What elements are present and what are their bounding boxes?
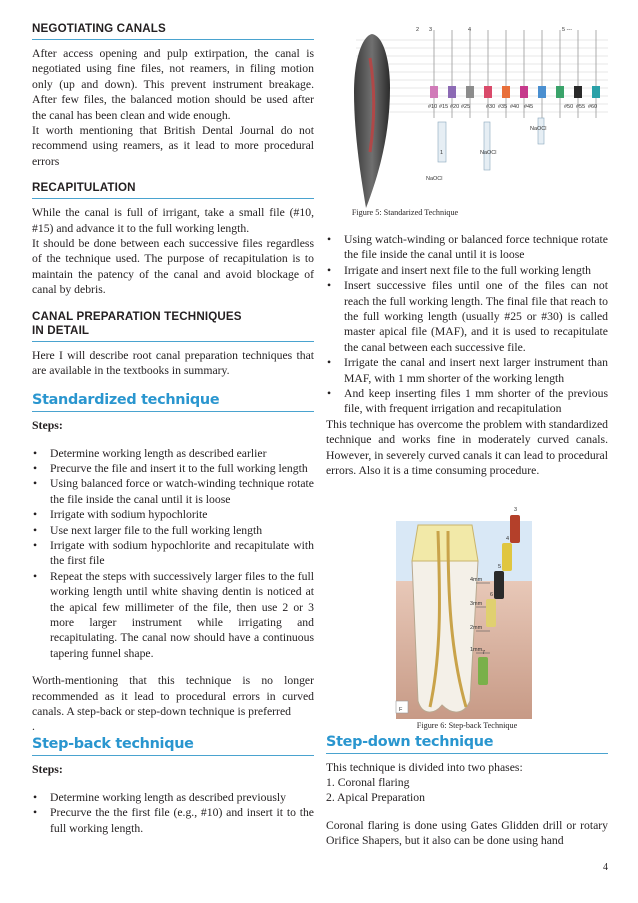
stepback-steps-list	[32, 790, 314, 836]
fig5-drawer-label: NaOCl	[480, 150, 497, 156]
fig6-file-number: 3	[514, 506, 518, 513]
figure-6-caption: Figure 6: Step-back Technique	[416, 720, 518, 730]
list-item: 2. Apical Preparation	[326, 791, 425, 805]
heading-standardized-technique: Standardized technique	[32, 391, 314, 412]
list-item: • Precurve the the first file (e.g., #10) and insert it to the full working length.	[32, 805, 314, 836]
figure-5-illustration	[326, 22, 608, 208]
list-item: • Using watch-winding or balanced force technique rotate the file inside the canal until it is loose	[326, 232, 608, 263]
standardized-note-dot: .	[32, 720, 35, 734]
list-item: • Insert successive files until one of the files can not reach the full working length. The final file that reach to the full working length (usually #25 or #30) is called master apical file (MAF), and it is used to recapitulate the canal between each successive file.	[326, 278, 608, 355]
fig5-file-label: #15	[439, 104, 449, 110]
fig5-drawer-label: NaOCl	[426, 176, 443, 182]
fig6-file-number: 4	[506, 535, 510, 542]
fig6-panel-letter: F	[399, 706, 403, 713]
list-item: • Irrigate the canal and insert next larger instrument than MAF, with 1 mm shorter of the working length	[326, 355, 608, 386]
list-item: • Determine working length as described earlier	[32, 446, 314, 461]
right-column	[326, 22, 608, 849]
fig5-file-label: #50	[564, 104, 574, 110]
list-item: • Irrigate with sodium hypochlorite and recapitulate with the first file	[32, 538, 314, 569]
standardized-steps-label: Steps:	[32, 417, 63, 432]
standardized-note: Worth-mentioning that this technique is no longer recommended as it lead to procedural errors in curved canals. A step-back or step-down technique is preferred	[32, 674, 314, 718]
list-item: • Irrigate with sodium hypochlorite	[32, 507, 314, 522]
fig6-mm-label: 1mm	[470, 646, 483, 653]
list-item: • Irrigate and insert next file to the full working length	[326, 263, 608, 278]
figure-6-illustration	[326, 501, 608, 719]
fig5-file-label: #60	[588, 104, 598, 110]
fig5-drawer-label: NaOCl	[530, 126, 547, 132]
list-item: • Precurve the file and insert it to the full working length	[32, 461, 314, 476]
stepback-continued-list	[326, 232, 608, 417]
section-heading-recap: RECAPITULATION	[32, 181, 314, 199]
section-heading-canal-prep	[32, 310, 314, 342]
heading-step-back-technique: Step-back technique	[32, 735, 314, 756]
heading-step-down-technique: Step-down technique	[326, 733, 608, 754]
canal-prep-para: Here I will describe root canal preparation techniques that are available in the textbooks in summary.	[32, 348, 314, 378]
fig5-file-label: #55	[576, 104, 586, 110]
fig5-size-label: 5 ---	[562, 27, 573, 33]
fig6-mm-label: 3mm	[470, 600, 483, 607]
fig5-file-label: #30	[486, 104, 496, 110]
stepdown-phases	[326, 775, 608, 806]
section-heading-negotiating: NEGOTIATING CANALS	[32, 22, 314, 40]
fig5-file-label: #25	[461, 104, 471, 110]
canal-prep-heading-line-1: CANAL PREPARATION TECHNIQUES	[32, 309, 242, 323]
fig6-mm-label: 4mm	[470, 576, 483, 583]
fig6-file-number: 6	[490, 591, 494, 598]
fig5-file-label: #35	[498, 104, 508, 110]
canal-prep-heading-line-2: IN DETAIL	[32, 323, 90, 337]
recap-para-1: While the canal is full of irrigant, take a small file (#10, #15) and advance it to the full working length.	[32, 206, 314, 235]
list-item: • Repeat the steps with successively larger files to the full working length until white shaving dentin is noticed at the apical few millimeter of the file, then use 2 or 3 more larger instrument while irrigating and recapitulating. The canal now should have a continuous tapering funnel shape.	[32, 569, 314, 661]
fig6-mm-label: 2mm	[470, 624, 483, 631]
left-column	[32, 22, 314, 836]
fig5-drawer-label: 1	[440, 150, 444, 156]
list-item: • Determine working length as described previously	[32, 790, 314, 805]
fig6-file-number: 5	[498, 563, 502, 570]
recap-para-2: It should be done between each successive files regardless of the technique used. The purpose of recapitulation is to maintain the patency of the canal and avoid blockage of canal by debris.	[32, 237, 314, 297]
list-item: • And keep inserting files 1 mm shorter of the previous file, with frequent irrigation and recapitulation	[326, 386, 608, 417]
list-item: 1. Coronal flaring	[326, 775, 410, 789]
fig5-size-label: 3	[429, 27, 433, 33]
list-item: • Using balanced force or watch-winding technique rotate the file inside the canal until it is loose	[32, 476, 314, 507]
figure-5	[326, 22, 608, 220]
fig5-size-label: 4	[468, 27, 472, 33]
stepback-steps-label: Steps:	[32, 761, 63, 776]
fig5-size-label: 2	[416, 27, 420, 33]
negotiating-para-2: It worth mentioning that British Dental Journal do not recommend using reamers, as it lead to more procedural errors	[32, 124, 314, 168]
stepdown-intro: This technique is divided into two phases:	[326, 760, 523, 774]
fig6-file-number: 7	[482, 649, 486, 656]
standardized-steps-list	[32, 446, 314, 662]
fig5-file-label: #40	[510, 104, 520, 110]
figure-5-caption: Figure 5: Standarized Technique	[351, 208, 459, 217]
fig5-file-label: #10	[428, 104, 438, 110]
list-item: • Use next larger file to the full working length	[32, 523, 314, 538]
figure-6	[326, 501, 608, 733]
stepdown-para: Coronal flaring is done using Gates Glidden drill or rotary Orifice Shapers, but it also can be done using hand	[326, 818, 608, 848]
fig5-file-label: #20	[450, 104, 460, 110]
negotiating-para-1: After access opening and pulp extirpation, the canal is negotiated using fine files, not reamers, in filing motion only (up and down). This prevent instrument breakage. After few files, the balanced motion should be used after the canal has been clean and wide enough.	[32, 47, 314, 122]
stepback-summary: This technique has overcome the problem with standardized technique and works fine in moderately curved canals. However, in severely curved canals it can lead to procedural errors. Also it is a time consuming procedure.	[326, 417, 608, 478]
page-number: 4	[603, 862, 608, 873]
fig5-file-label: #45	[524, 104, 534, 110]
